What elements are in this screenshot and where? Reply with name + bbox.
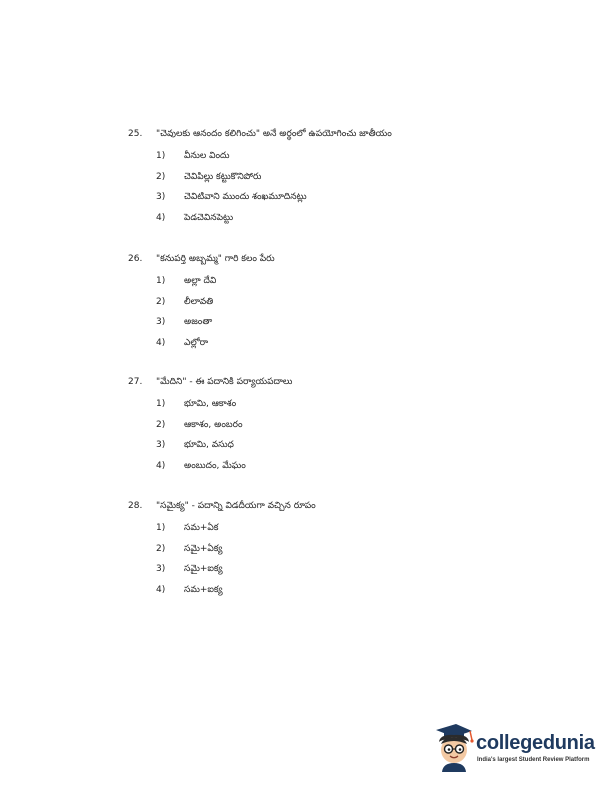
question-text: "సమైక్య" - పదాన్ని విడదీయగా వచ్చిన రూపం xyxy=(156,501,316,511)
question-25 xyxy=(128,128,568,232)
option-text: భూమి, ఆకాశం xyxy=(184,399,237,409)
question-28 xyxy=(128,500,568,604)
option-text: సమ+ఐక్య xyxy=(184,584,223,595)
option-item xyxy=(156,419,568,440)
option-number: 2) xyxy=(156,543,166,554)
option-number: 1) xyxy=(156,151,166,161)
option-item xyxy=(156,584,568,605)
option-item xyxy=(156,439,568,460)
option-number: 4) xyxy=(156,584,166,595)
option-number: 4) xyxy=(156,212,166,223)
option-number: 4) xyxy=(156,337,166,348)
option-text: అజంతా xyxy=(184,317,213,327)
option-text: సమై+ఐక్య xyxy=(184,564,223,574)
option-text: ఆకాశం, అంబరం xyxy=(184,419,243,430)
question-number: 26. xyxy=(128,254,143,264)
option-text: వీనుల విందు xyxy=(184,151,230,161)
student-mascot-icon xyxy=(430,720,476,772)
question-text: "కనుపర్తి అబ్బమ్మ" గారి కలం పేరు xyxy=(156,254,275,264)
question-number: 25. xyxy=(128,129,143,139)
option-text: లీలావతి xyxy=(184,296,214,307)
question-27 xyxy=(128,376,568,480)
option-item xyxy=(156,150,568,171)
options-list xyxy=(128,150,568,232)
option-item xyxy=(156,543,568,564)
option-number: 3) xyxy=(156,564,166,574)
question-26 xyxy=(128,253,568,357)
question-header xyxy=(128,128,568,140)
option-number: 3) xyxy=(156,317,166,327)
option-number: 2) xyxy=(156,171,166,182)
option-item xyxy=(156,275,568,296)
option-number: 2) xyxy=(156,419,166,430)
option-number: 4) xyxy=(156,460,166,471)
option-text: అంబుదం, మేఘం xyxy=(184,460,246,471)
option-number: 1) xyxy=(156,276,166,286)
option-text: ఎల్లోరా xyxy=(184,337,209,348)
option-item xyxy=(156,398,568,419)
options-list xyxy=(128,522,568,604)
option-item xyxy=(156,337,568,358)
question-number: 28. xyxy=(128,501,143,511)
option-number: 3) xyxy=(156,440,166,450)
option-text: చెవిటివాని ముందు శంఖమూదినట్లు xyxy=(184,192,307,202)
question-text: "చెవులకు ఆనందం కలిగించు" అనే అర్థంలో ఉపయోగించు జాతీయం xyxy=(156,129,392,139)
logo-wordmark: collegedunia xyxy=(476,732,595,754)
collegedunia-logo[interactable] xyxy=(430,718,595,776)
option-text: చెవిపిల్లు కట్టుకొనిపోరు xyxy=(184,171,262,182)
option-item xyxy=(156,191,568,212)
option-item xyxy=(156,296,568,317)
option-item xyxy=(156,212,568,233)
option-number: 2) xyxy=(156,296,166,307)
question-header xyxy=(128,253,568,265)
option-text: సమ+ఏక xyxy=(184,523,219,533)
option-item xyxy=(156,522,568,543)
option-text: భూమి, వసుధ xyxy=(184,440,234,450)
option-text: అల్లా దేవి xyxy=(184,276,217,286)
option-item xyxy=(156,171,568,192)
question-header xyxy=(128,376,568,388)
logo-tagline: India's largest Student Review Platform xyxy=(477,757,590,763)
options-list xyxy=(128,398,568,480)
option-item xyxy=(156,563,568,584)
option-number: 3) xyxy=(156,192,166,202)
option-number: 1) xyxy=(156,523,166,533)
option-number: 1) xyxy=(156,399,166,409)
option-item xyxy=(156,316,568,337)
option-text: సమై+ఏక్య xyxy=(184,543,223,554)
options-list xyxy=(128,275,568,357)
option-text: పెడచెవినపెట్టు xyxy=(184,212,234,223)
option-item xyxy=(156,460,568,481)
question-number: 27. xyxy=(128,377,143,387)
question-header xyxy=(128,500,568,512)
question-text: "మేదిని" - ఈ పదానికి పర్యాయపదాలు xyxy=(156,377,293,387)
